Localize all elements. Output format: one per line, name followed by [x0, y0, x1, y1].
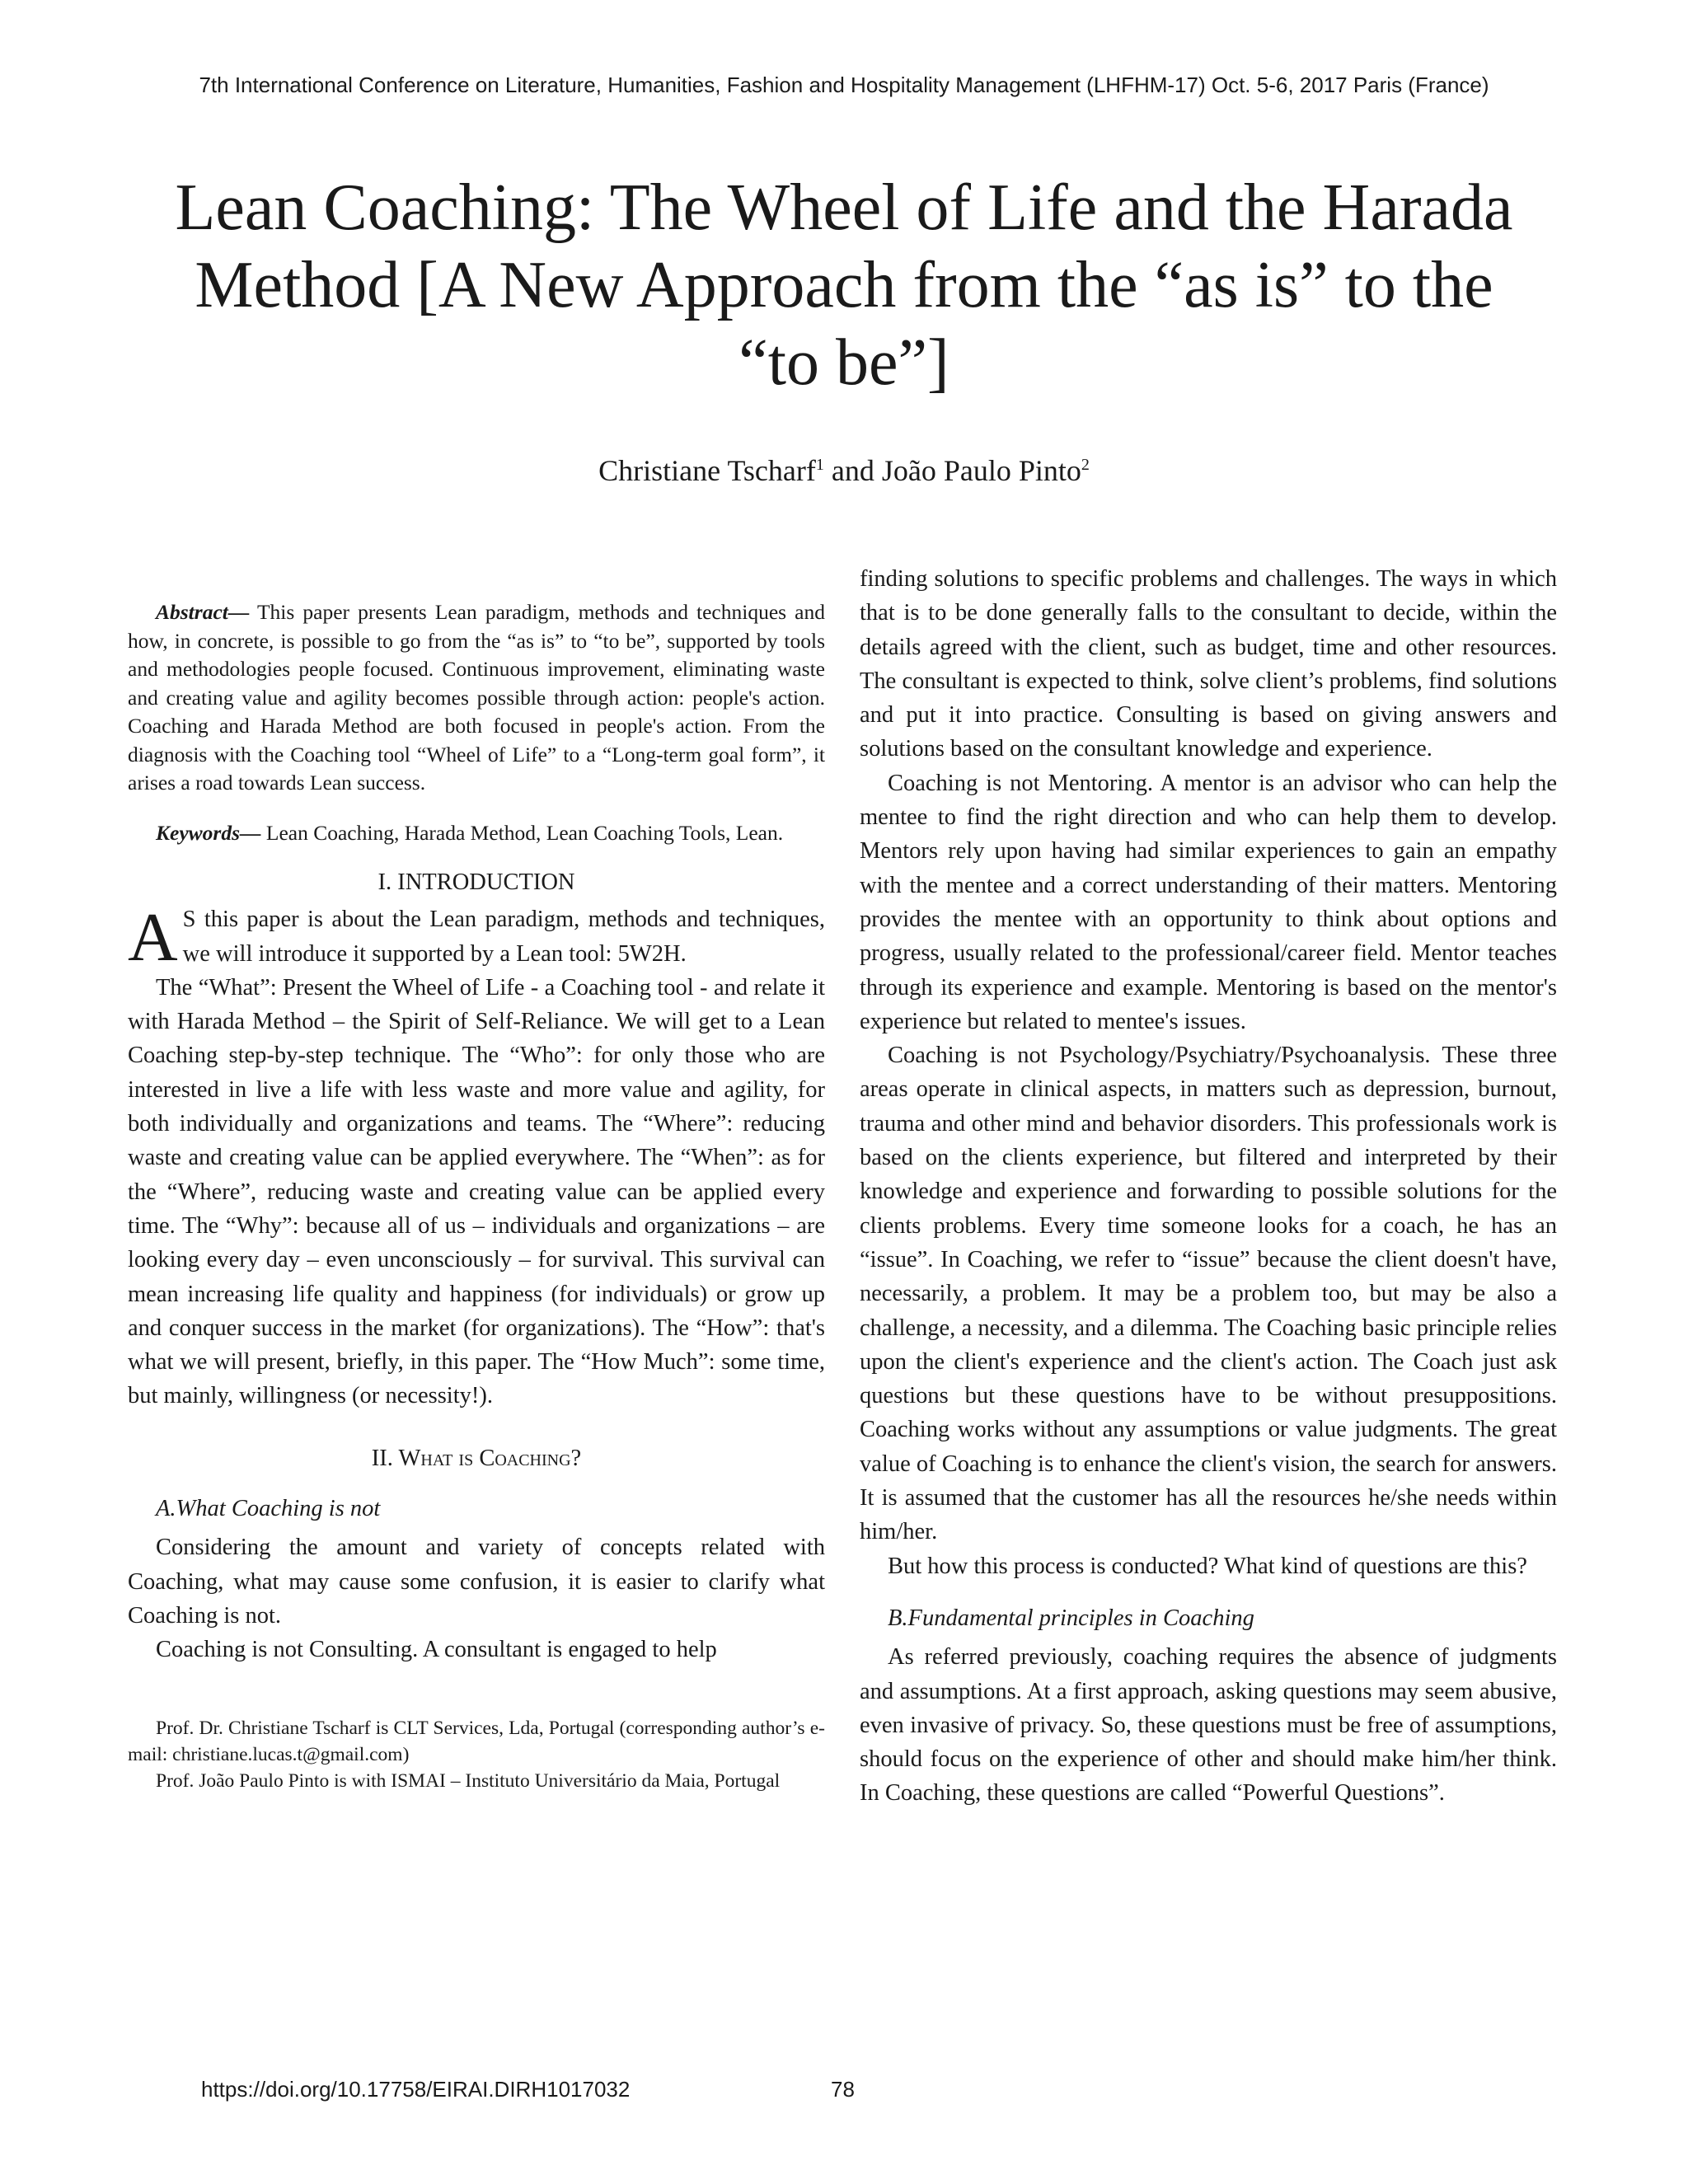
intro-paragraph-1-text: S this paper is about the Lean paradigm, methods and techniques, we will introduce it supported by a Lean tool: 5W2H.	[182, 907, 825, 967]
abstract-text: This paper presents Lean paradigm, methods and techniques and how, in concrete, is possible to go from the “as is” to “to be”, supported by tools and methodologies people focused. Continuous improvement, eliminating waste and creating value and agility becomes possible through action: people's action. Coaching and Harada Method are both focused in people's action. From the diagnosis with the Coaching tool “Wheel of Life” to a “Long-term goal form”, it arises a road towards Lean success.	[128, 600, 825, 794]
keywords-text: Lean Coaching, Harada Method, Lean Coaching Tools, Lean.	[260, 820, 784, 845]
authors-line	[0, 453, 1688, 488]
abstract	[128, 598, 825, 798]
right-paragraph-1: finding solutions to specific problems and challenges. The ways in which that is to be done generally falls to the consultant to decide, within the details agreed with the client, such as budget, time and other resources. The consultant is expected to think, solve client’s problems, find solutions and put it into practice. Consulting is based on giving answers and solutions based on the consultant knowledge and experience.	[860, 566, 1557, 762]
doi-link[interactable]: https://doi.org/10.17758/EIRAI.DIRH1017032	[201, 2077, 631, 2102]
subsection-heading-b: B.Fundamental principles in Coaching	[888, 1605, 1254, 1631]
footnotes	[128, 1715, 825, 1794]
right-paragraph-2: Coaching is not Mentoring. A mentor is an advisor who can help the mentee to find the right direction and who can help them to develop. Mentors rely upon having had similar experiences to gain an empathy with the mentee and a correct understanding of their matters. Mentoring provides the mentee with an opportunity to think about options and progress, usually related to the professional/career field. Mentor teaches through its experience and example. Mentoring is based on the mentor's experience but related to mentee's issues.	[860, 770, 1557, 1034]
section2-paragraph-2: Coaching is not Consulting. A consultant is engaged to help	[156, 1637, 717, 1663]
drop-cap: A	[128, 899, 178, 977]
page-number: 78	[831, 2077, 855, 2102]
right-paragraph-5: As referred previously, coaching requires the absence of judgments and assumptions. At a first approach, asking questions may seem abusive, even invasive of privacy. So, these questions must be free of assumptions, should focus on the experience of other and should make him/her think. In Coaching, these questions are called “Powerful Questions”.	[860, 1644, 1557, 1807]
section-heading-introduction: I. INTRODUCTION	[377, 869, 575, 895]
author-2: João Paulo Pinto	[881, 454, 1081, 487]
paper-title: Lean Coaching: The Wheel of Life and the Harada Method [A New Approach from the “as is” to the “to be”]	[175, 171, 1513, 399]
author-2-affiliation-mark: 2	[1081, 456, 1090, 474]
left-column	[128, 560, 825, 1794]
abstract-label: Abstract—	[156, 600, 250, 624]
intro-paragraph-1	[128, 899, 825, 977]
footnote-2: Prof. João Paulo Pinto is with ISMAI – Instituto Universitário da Maia, Portugal	[156, 1769, 781, 1792]
author-1-affiliation-mark: 1	[815, 456, 824, 474]
intro-paragraph-2: The “What”: Present the Wheel of Life - a Coaching tool - and relate it with Harada Method – the Spirit of Self-Reliance. We will get to a Lean Coaching step-by-step technique. The “Who”: for only those who are interested in live a life with less waste and more value and agility, for both individually and organizations and teams. The “Where”: reducing waste and creating value can be applied everywhere. The “When”: as for the “Where”, reducing waste and creating value can be applied every time. The “Why”: because all of us – individuals and organizations – are looking every day – even unconsciously – for survival. This survival can mean increasing life quality and happiness (for individuals) or grow up and conquer success in the market (for organizations). The “How”: that's what we will present, briefly, in this paper. The “How Much”: some time, but mainly, willingness (or necessity!).	[128, 974, 825, 1409]
keywords	[128, 819, 825, 848]
section-heading-what-is-coaching: II. What is Coaching?	[371, 1445, 582, 1471]
right-paragraph-4: But how this process is conducted? What kind of questions are this?	[888, 1553, 1527, 1579]
author-1: Christiane Tscharf	[598, 454, 816, 487]
footnote-1: Prof. Dr. Christiane Tscharf is CLT Services, Lda, Portugal (corresponding author’s e-mail: christiane.lucas.t@gmail.com)	[128, 1717, 825, 1765]
conference-header: 7th International Conference on Literature, Humanities, Fashion and Hospitality Management (LHFHM-17) Oct. 5-6, 2017 Paris (France)	[199, 73, 1489, 97]
keywords-label: Keywords—	[156, 820, 261, 845]
right-column	[860, 562, 1557, 1811]
right-paragraph-3: Coaching is not Psychology/Psychiatry/Psychoanalysis. These three areas operate in clinical aspects, in matters such as depression, burnout, trauma and other mind and behavior disorders. This professionals work is based on the clients experience, but filtered and interpreted by their knowledge and experience and forwarding to possible solutions for the clients problems. Every time someone looks for a coach, he has an “issue”. In Coaching, we refer to “issue” because the client doesn't have, necessarily, a problem. It may be a problem too, but may be also a challenge, a necessity, and a dilemma. The Coaching basic principle relies upon the client's experience and the client's action. The Coach just ask questions but these questions have to be without presuppositions. Coaching works without any assumptions or value judgments. The great value of Coaching is to enhance the client's vision, the search for answers. It is assumed that the customer has all the resources he/she needs within him/her.	[860, 1043, 1557, 1545]
section2-paragraph-1: Considering the amount and variety of concepts related with Coaching, what may cause some confusion, it is easier to clarify what Coaching is not.	[128, 1535, 825, 1629]
authors-joiner: and	[823, 454, 882, 487]
subsection-heading-a: A.What Coaching is not	[156, 1496, 381, 1522]
